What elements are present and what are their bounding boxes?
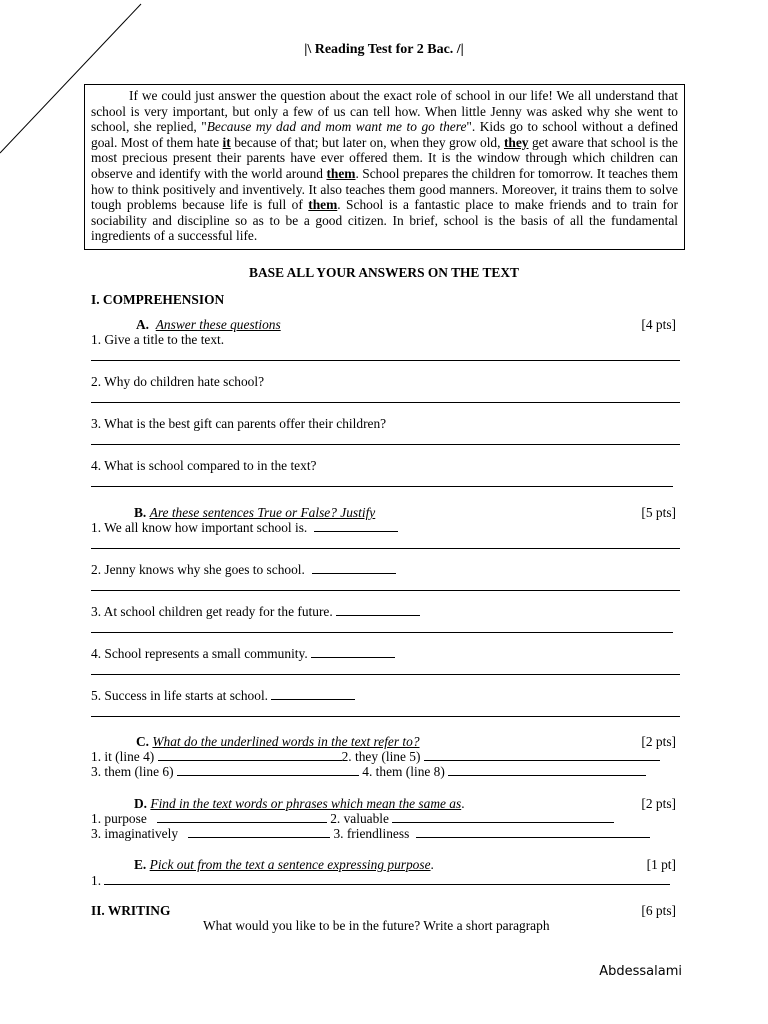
part-d-heading: D. Find in the text words or phrases which mean the same as. [2 pts] <box>134 796 676 811</box>
part-e-heading: E. Pick out from the text a sentence expressing purpose. [1 pt] <box>134 857 676 872</box>
answer-line-a-3[interactable] <box>91 444 680 445</box>
part-b-heading <box>91 505 681 521</box>
synonym-friendliness-blank[interactable] <box>416 826 650 838</box>
synonym-row-1 <box>91 811 681 827</box>
passage-segment: get aware that school is the most precious present their parents have ever offered them. It is the window through which children can observe and identify with the world around <box>91 134 678 181</box>
reference-them-8-blank[interactable] <box>448 764 646 776</box>
underlined-word-them-2: them <box>308 197 338 213</box>
passage-segment: because of that; but later on, when they grow old, <box>230 134 504 150</box>
reference-them-6-blank[interactable] <box>177 764 359 776</box>
reference-they-label: 2. they (line 5) <box>341 749 421 764</box>
author-name: Abdessalami <box>599 964 682 979</box>
reference-them-6-label: 3. them (line 6) <box>91 764 174 779</box>
part-e-letter: E. <box>134 857 147 872</box>
passage-text <box>91 88 678 244</box>
answer-line-a-4[interactable] <box>91 486 673 487</box>
statement-b-1 <box>91 520 681 536</box>
reading-passage <box>84 84 685 250</box>
passage-segment: If we could just answer the question about the exact role of school in our life! We all understand that school is very important, but only a few of us can tell how. When little Jenny was asked why she went to school, she replied, " <box>91 88 678 135</box>
passage-segment: ". Kids go to school without a defined goal. Most of them hate <box>91 119 678 150</box>
part-d-points: [2 pts] <box>641 796 676 811</box>
part-b-points: [5 pts] <box>641 505 676 520</box>
statement-b-3 <box>91 604 681 620</box>
part-d-letter: D. <box>134 796 148 811</box>
passage-quote: Because my dad and mom want me to go there <box>206 119 467 135</box>
statement-b-4 <box>91 646 681 662</box>
part-a-heading <box>91 317 681 333</box>
question-a-3: 3. What is the best gift can parents offer their children? <box>91 416 387 431</box>
part-e-instruction: Pick out from the text a sentence expressing purpose <box>149 857 431 872</box>
synonym-row-2 <box>91 826 681 842</box>
statement-b-4-text: 4. School represents a small community. <box>91 646 308 661</box>
part-c-instruction: What do the underlined words in the text refer to? <box>152 734 420 749</box>
reference-it-blank[interactable] <box>158 749 342 761</box>
underlined-word-they: they <box>503 134 529 150</box>
section-writing-heading: II. WRITING <box>91 903 171 918</box>
justify-line-b-5[interactable] <box>91 716 680 717</box>
writing-prompt: What would you like to be in the future? Write a short paragraph <box>203 918 550 933</box>
statement-b-2-text: 2. Jenny knows why she goes to school. <box>91 562 305 577</box>
reference-them-8-label: 4. them (line 8) <box>362 764 445 779</box>
part-d-instruction: Find in the text words or phrases which mean the same as <box>150 796 462 811</box>
synonym-imaginatively-blank[interactable] <box>188 826 330 838</box>
section-comprehension-heading: I. COMPREHENSION <box>91 292 225 307</box>
synonym-valuable-label: 2. valuable <box>330 811 389 826</box>
purpose-sentence-blank[interactable] <box>104 873 670 885</box>
true-false-blank-5[interactable] <box>271 688 355 700</box>
purpose-sentence-label: 1. <box>91 873 102 888</box>
page-title: |\ Reading Test for 2 Bac. /| <box>304 42 464 57</box>
synonym-imaginatively-label: 3. imaginatively <box>91 826 179 841</box>
reference-row-2 <box>91 764 681 780</box>
passage-segment: . School is a fantastic place to make friends and to train for sociability and discipline so as to be a good citizen. In brief, school is the basis of all the fundamental ingredients of a successful life. <box>91 197 678 244</box>
part-a-instruction: Answer these questions <box>155 317 281 332</box>
answer-line-a-2[interactable] <box>91 402 680 403</box>
statement-b-2 <box>91 562 681 578</box>
statement-b-3-text: 3. At school children get ready for the future. <box>91 604 333 619</box>
statement-b-1-text: 1. We all know how important school is. <box>91 520 308 535</box>
reference-they-blank[interactable] <box>424 749 660 761</box>
justify-line-b-2[interactable] <box>91 590 680 591</box>
part-b-instruction: Are these sentences True or False? Justify <box>149 505 376 520</box>
base-instruction: BASE ALL YOUR ANSWERS ON THE TEXT <box>249 265 519 280</box>
true-false-blank-2[interactable] <box>312 562 396 574</box>
question-a-2: 2. Why do children hate school? <box>91 374 265 389</box>
part-a-letter: A. <box>136 317 150 332</box>
justify-line-b-3[interactable] <box>91 632 673 633</box>
synonym-valuable-blank[interactable] <box>392 811 614 823</box>
justify-line-b-4[interactable] <box>91 674 680 675</box>
question-a-1: 1. Give a title to the text. <box>91 332 225 347</box>
part-c-heading <box>91 734 681 750</box>
writing-points: [6 pts] <box>641 903 676 918</box>
purpose-sentence-row <box>91 873 681 889</box>
writing-heading-row <box>91 903 681 919</box>
statement-b-5-text: 5. Success in life starts at school. <box>91 688 269 703</box>
part-c-letter: C. <box>136 734 150 749</box>
synonym-purpose-blank[interactable] <box>157 811 327 823</box>
underlined-word-it: it <box>222 134 231 150</box>
statement-b-5 <box>91 688 681 704</box>
question-a-4: 4. What is school compared to in the text? <box>91 458 317 473</box>
synonym-purpose-label: 1. purpose <box>91 811 147 826</box>
reference-row-1 <box>91 749 681 765</box>
part-c-points: [2 pts] <box>641 734 676 749</box>
passage-segment: . School prepares the children for tomorrow. It teaches them how to think positively and inventively. It also teaches them good manners. Moreover, it trains them to solve tough problems because life is full of <box>91 165 679 213</box>
reference-it-label: 1. it (line 4) <box>91 749 155 764</box>
synonym-friendliness-label: 3. friendliness <box>333 826 410 841</box>
part-e-points: [1 pt] <box>646 857 676 872</box>
true-false-blank-1[interactable] <box>314 520 398 532</box>
part-a-points: [4 pts] <box>641 317 676 332</box>
part-b-letter: B. <box>134 505 147 520</box>
true-false-blank-3[interactable] <box>336 604 420 616</box>
answer-line-a-1[interactable] <box>91 360 680 361</box>
true-false-blank-4[interactable] <box>311 646 395 658</box>
underlined-word-them-1: them <box>326 165 356 181</box>
justify-line-b-1[interactable] <box>91 548 680 549</box>
